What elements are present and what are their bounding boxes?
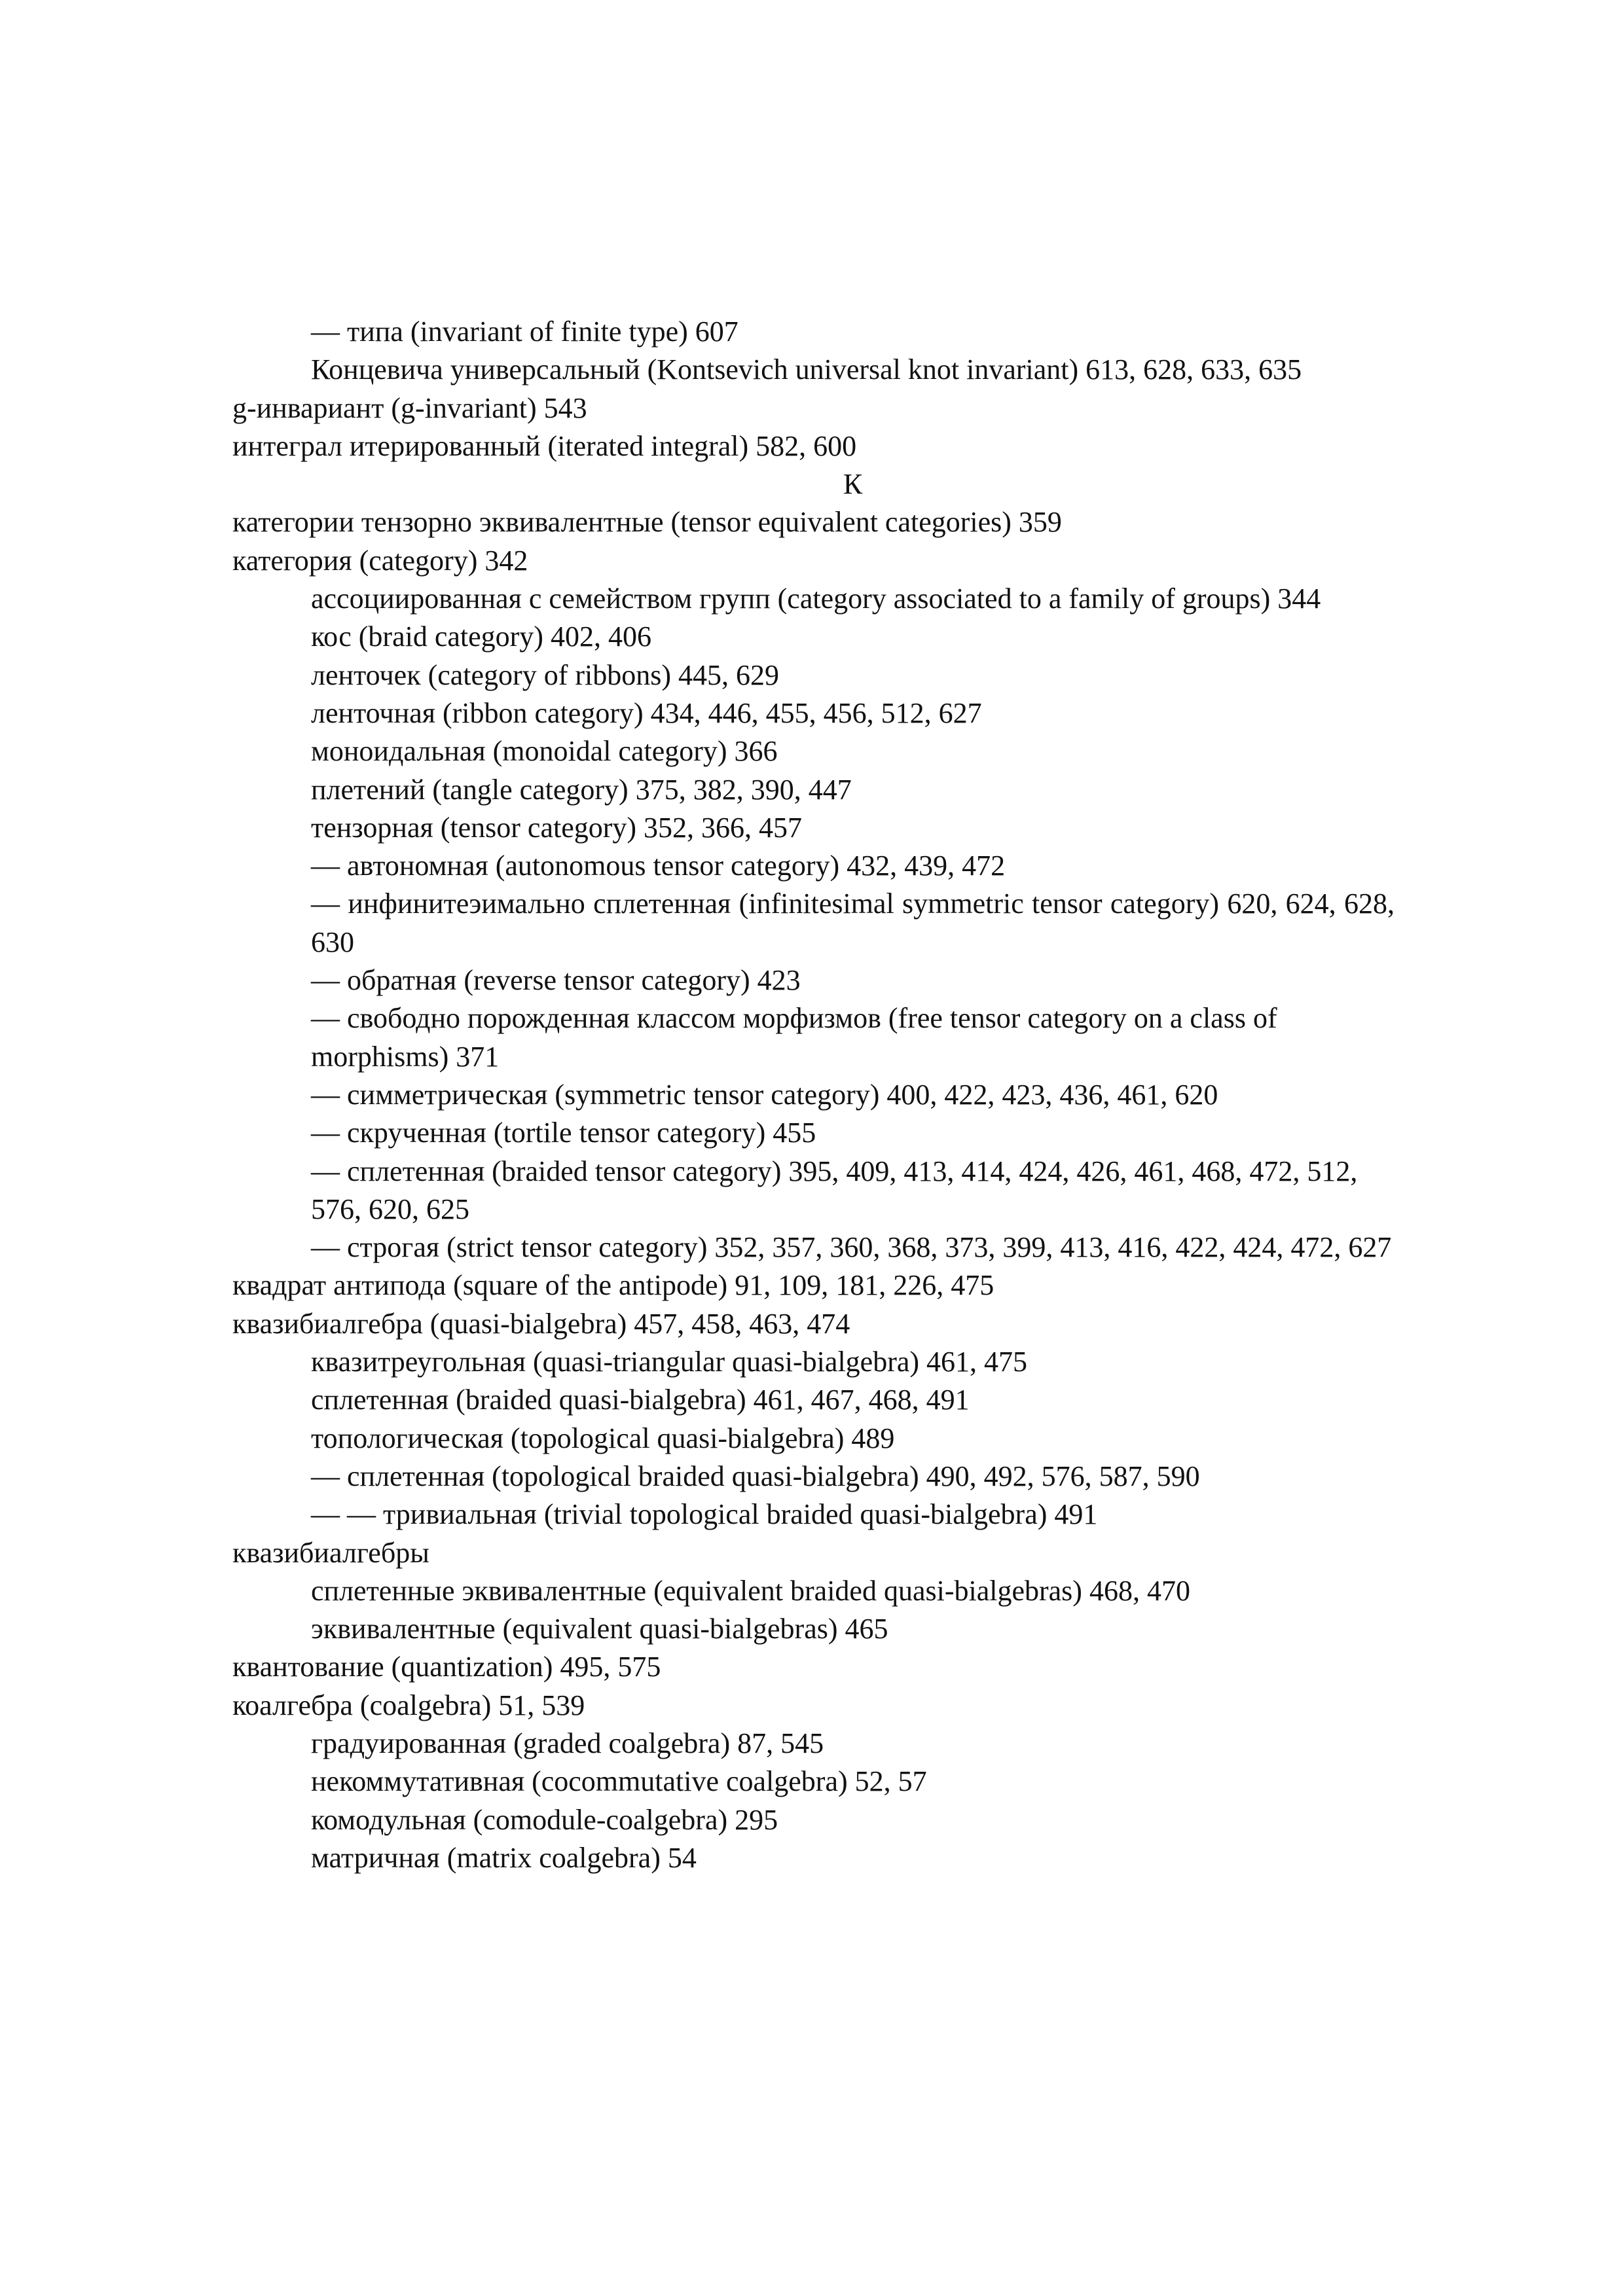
index-subentry: ленточная (ribbon category) 434, 446, 455, 456, 512, 627 [311, 696, 982, 729]
index-subentry: кос (braid category) 402, 406 [311, 620, 651, 653]
index-entry: квазибиалгебры [232, 1536, 429, 1569]
index-entry: категория (category) 342 [232, 544, 528, 577]
index-subentry: некоммутативная (cocommutative coalgebra) 52, 57 [311, 1765, 927, 1798]
index-subentry: — — тривиальная (trivial topological braided quasi-bialgebra) 491 [311, 1498, 1098, 1531]
section-letter-heading: К [843, 468, 863, 501]
index-subentry: — автономная (autonomous tensor category) 432, 439, 472 [311, 850, 1006, 882]
index-subentry: — сплетенная (braided tensor category) 395, 409, 413, 414, 424, 426, 461, 468, 472, 512, 576, 620, 625 [311, 1155, 1358, 1225]
index-subentry: — инфинитеэимально сплетенная (infinitesimal symmetric tensor category) 620, 624, 628, 630 [311, 888, 1395, 958]
index-subentry: — скрученная (tortile tensor category) 455 [311, 1117, 816, 1149]
index-entry: — типа (invariant of finite type) 607 [311, 315, 739, 348]
index-subentry: сплетенная (braided quasi-bialgebra) 461, 467, 468, 491 [311, 1384, 970, 1416]
index-entry: интеграл итерированный (iterated integral) 582, 600 [232, 429, 857, 462]
index-subentry: квазитреугольная (quasi-triangular quasi-bialgebra) 461, 475 [311, 1346, 1028, 1378]
index-subentry: градуированная (graded coalgebra) 87, 545 [311, 1727, 824, 1759]
index-subentry: плетений (tangle category) 375, 382, 390, 447 [311, 773, 852, 806]
index-subentry: комодульная (comodule-coalgebra) 295 [311, 1803, 778, 1836]
index-entry: квадрат антипода (square of the antipode) 91, 109, 181, 226, 475 [232, 1269, 994, 1302]
index-entry: g-инвариант (g-invariant) 543 [232, 391, 587, 424]
index-subentry: — свободно порожденная классом морфизмов (free tensor category on a class of morphisms) 371 [311, 1002, 1277, 1073]
index-entry: квантование (quantization) 495, 575 [232, 1651, 661, 1683]
index-subentry: топологическая (topological quasi-bialgebra) 489 [311, 1422, 895, 1454]
index-subentry: матричная (matrix coalgebra) 54 [311, 1841, 697, 1874]
index-subentry: сплетенные эквивалентные (equivalent braided quasi-bialgebras) 468, 470 [311, 1574, 1190, 1607]
index-entry: категории тензорно эквивалентные (tensor equivalent categories) 359 [232, 506, 1062, 539]
index-entry: Концевича универсальный (Kontsevich universal knot invariant) 613, 628, 633, 635 [311, 353, 1302, 386]
index-subentry: эквивалентные (equivalent quasi-bialgebras) 465 [311, 1613, 888, 1645]
index-subentry: — обратная (reverse tensor category) 423 [311, 964, 801, 997]
index-subentry: тензорная (tensor category) 352, 366, 457 [311, 811, 803, 844]
index-subentry: ассоциированная с семейством групп (category associated to a family of groups) 344 [311, 583, 1321, 615]
index-subentry: ленточек (category of ribbons) 445, 629 [311, 658, 779, 691]
index-subentry: — симметрическая (symmetric tensor category) 400, 422, 423, 436, 461, 620 [311, 1078, 1218, 1111]
index-entry: коалгебра (coalgebra) 51, 539 [232, 1689, 585, 1721]
index-subentry: — сплетенная (topological braided quasi-bialgebra) 490, 492, 576, 587, 590 [311, 1460, 1200, 1492]
index-entry: квазибиалгебра (quasi-bialgebra) 457, 458, 463, 474 [232, 1307, 850, 1340]
index-subentry: моноидальная (monoidal category) 366 [311, 735, 778, 768]
index-subentry: — строгая (strict tensor category) 352, 357, 360, 368, 373, 399, 413, 416, 422, 424, 472, 627 [311, 1231, 1392, 1264]
index-page [232, 313, 1395, 1877]
